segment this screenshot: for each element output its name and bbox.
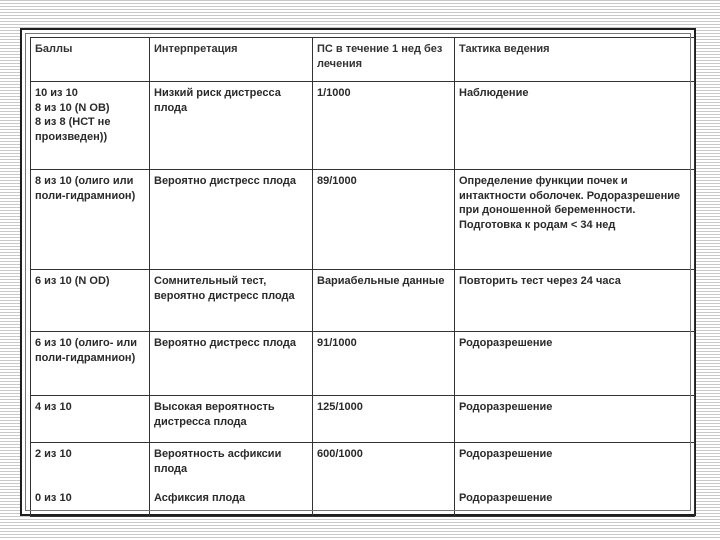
table-row — [31, 332, 695, 396]
cell-interpretation: Вероятно дистресс плода — [150, 170, 313, 270]
cell-management: Наблюдение — [455, 82, 695, 170]
header-perinatal-mortality: ПС в течение 1 нед без лечения — [313, 38, 455, 82]
cell-interpretation: Высокая вероятность дистресса плода — [150, 396, 313, 443]
cell-mortality — [313, 487, 455, 517]
cell-management: Родоразрешение — [455, 443, 695, 487]
table-row — [31, 170, 695, 270]
slide-frame — [20, 28, 696, 516]
cell-score: 6 из 10 (олиго- или поли-гидрамнион) — [31, 332, 150, 396]
cell-score: 2 из 10 — [31, 443, 150, 487]
cell-interpretation: Низкий риск дистресса плода — [150, 82, 313, 170]
cell-score: 8 из 10 (олиго или поли-гидрамнион) — [31, 170, 150, 270]
table-row — [31, 82, 695, 170]
cell-management: Родоразрешение — [455, 396, 695, 443]
cell-management: Родоразрешение — [455, 487, 695, 517]
cell-score: 0 из 10 — [31, 487, 150, 517]
cell-score: 6 из 10 (N OD) — [31, 270, 150, 332]
cell-mortality: 1/1000 — [313, 82, 455, 170]
cell-interpretation: Сомнительный тест, вероятно дистресс плода — [150, 270, 313, 332]
cell-mortality: 91/1000 — [313, 332, 455, 396]
header-score: Баллы — [31, 38, 150, 82]
cell-interpretation: Асфиксия плода — [150, 487, 313, 517]
cell-mortality: 125/1000 — [313, 396, 455, 443]
cell-mortality: 600/1000 — [313, 443, 455, 487]
table-row — [31, 487, 695, 517]
cell-score: 10 из 10 8 из 10 (N OB) 8 из 8 (НСТ не произведен)) — [31, 82, 150, 170]
header-interpretation: Интерпретация — [150, 38, 313, 82]
table-row — [31, 396, 695, 443]
cell-mortality: Вариабельные данные — [313, 270, 455, 332]
table-row — [31, 270, 695, 332]
cell-management: Родоразрешение — [455, 332, 695, 396]
cell-score: 4 из 10 — [31, 396, 150, 443]
cell-management: Повторить тест через 24 часа — [455, 270, 695, 332]
cell-mortality: 89/1000 — [313, 170, 455, 270]
header-management: Тактика ведения — [455, 38, 695, 82]
cell-interpretation: Вероятность асфиксии плода — [150, 443, 313, 487]
table-header-row — [31, 38, 695, 82]
table-row — [31, 443, 695, 487]
cell-interpretation: Вероятно дистресс плода — [150, 332, 313, 396]
cell-management: Определение функции почек и интактности оболочек. Родоразрешение при доношенной беременности. Подготовка к родам < 34 нед — [455, 170, 695, 270]
bpp-interpretation-table — [30, 37, 695, 517]
